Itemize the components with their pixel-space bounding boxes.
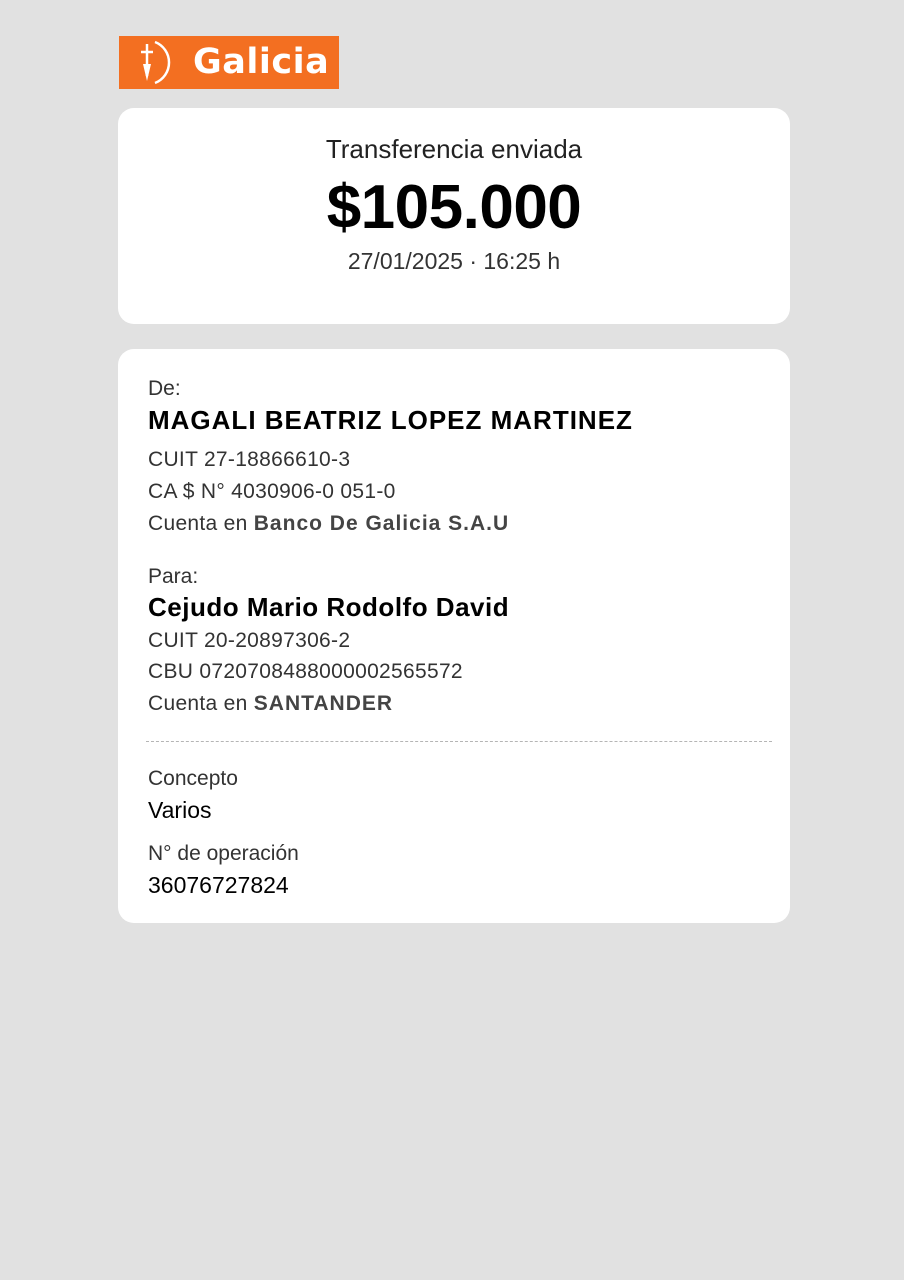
recipient-cuit: CUIT 20-20897306-2 [148,629,351,652]
sender-name: MAGALI BEATRIZ LOPEZ MARTINEZ [148,405,633,435]
sender-cuit: CUIT 27-18866610-3 [148,448,351,471]
operation-number-value: 36076727824 [148,872,289,898]
sender-account: CA $ N° 4030906-0 051-0 [148,480,396,503]
transfer-datetime: 27/01/2025 · 16:25 h [347,248,561,274]
sender-bank-prefix: Cuenta en [148,512,248,535]
recipient-bank-prefix: Cuenta en [148,692,248,715]
transfer-amount: $105.000 [326,173,582,242]
concept-label: Concepto [148,767,238,790]
sender-bank [148,512,509,536]
recipient-bank-name: SANTANDER [253,692,394,715]
recipient-name: Cejudo Mario Rodolfo David [148,592,510,622]
sender-bank-name: Banco De Galicia S.A.U [253,512,510,535]
to-label: Para: [148,565,199,588]
summary-card [118,108,790,324]
concept-value: Varios [148,797,212,823]
brand-name: Galicia [193,42,330,82]
transfer-status-title: Transferencia enviada [325,134,583,164]
section-divider [146,741,772,742]
details-card [118,349,790,923]
recipient-cbu: CBU 0720708488000002565572 [148,660,463,683]
galicia-emblem-icon [119,36,179,89]
operation-number-label: N° de operación [148,842,299,865]
recipient-bank [148,692,393,716]
from-label: De: [148,377,181,400]
galicia-logo [119,36,339,89]
